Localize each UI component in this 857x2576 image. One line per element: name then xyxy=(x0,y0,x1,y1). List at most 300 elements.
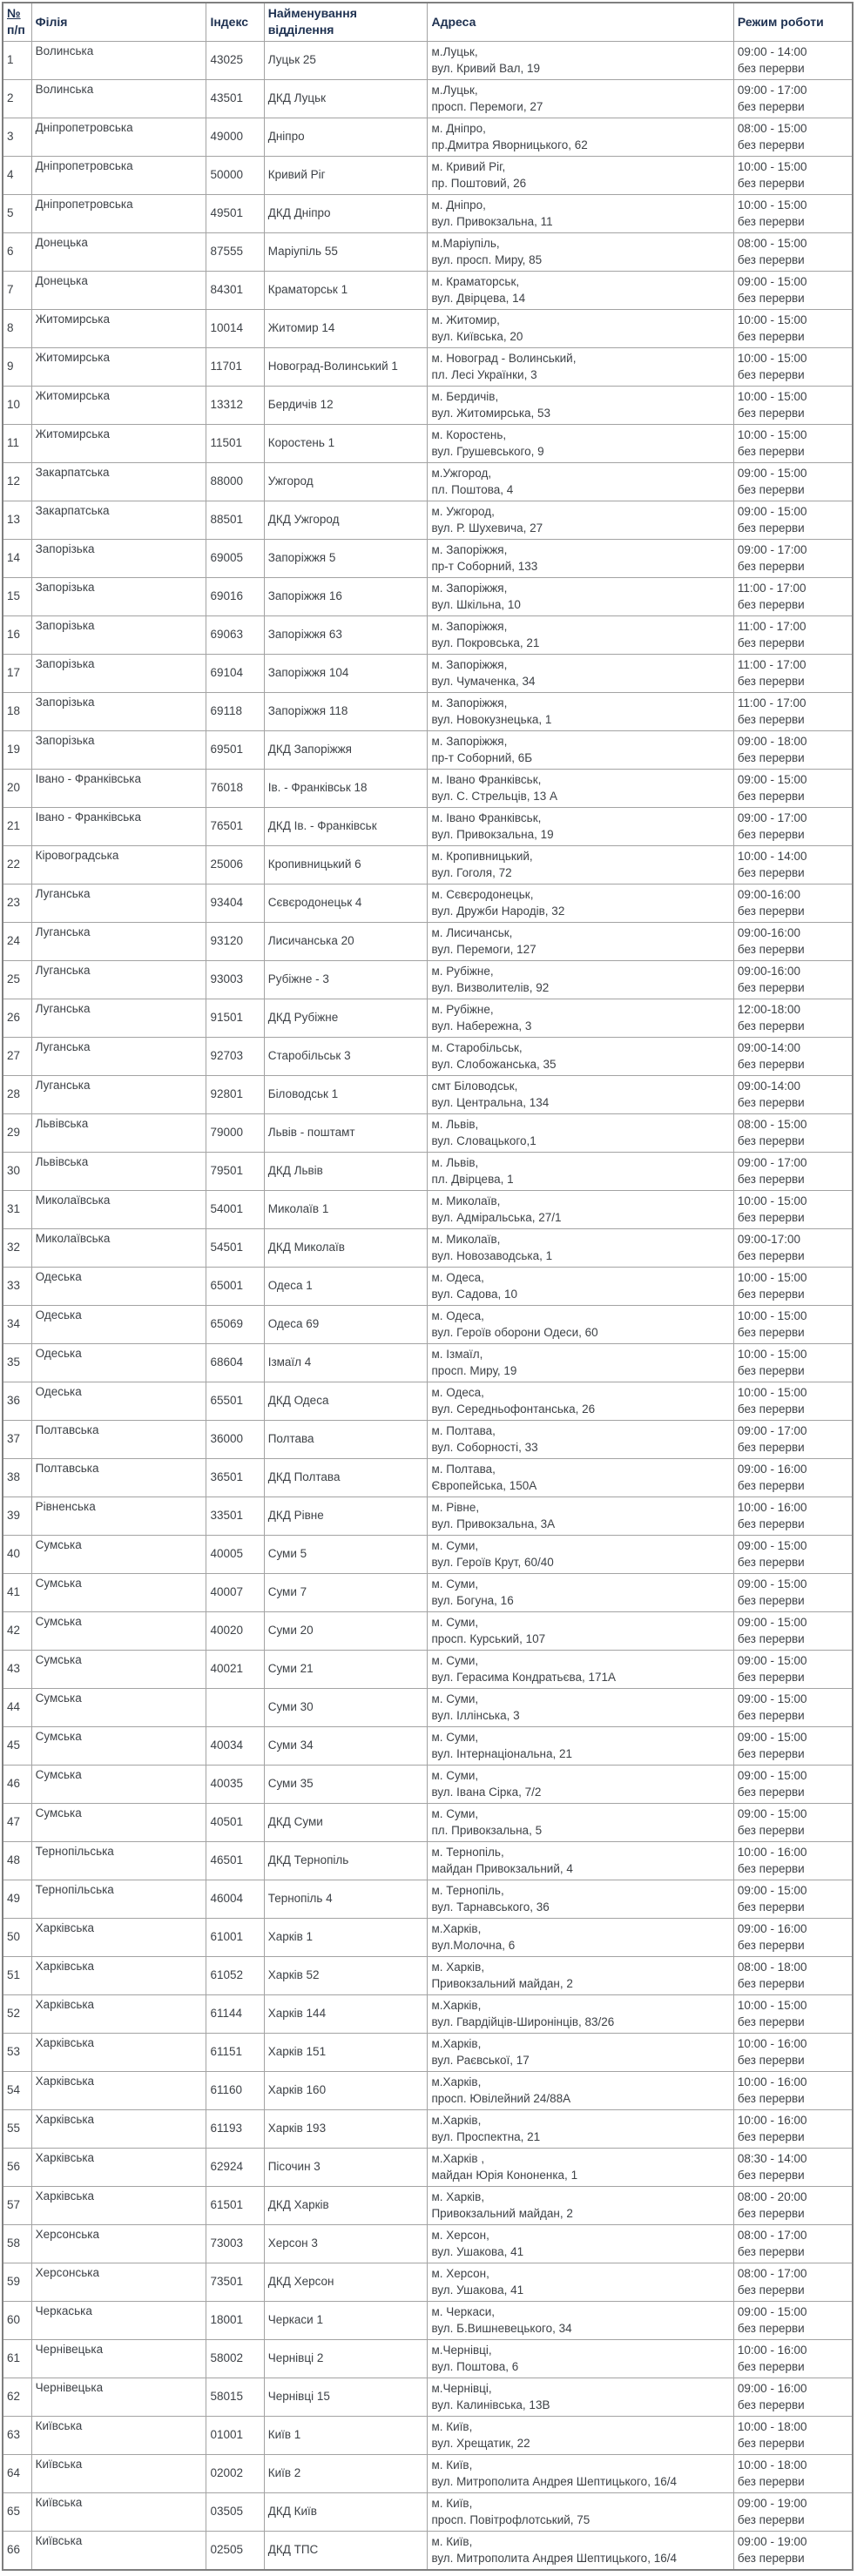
address-street-line: вул. Тарнавського, 36 xyxy=(431,1900,550,1914)
cell-branch-name: ДКД Тернопіль xyxy=(264,1842,428,1880)
hours-line: 10:00 - 15:00 xyxy=(737,313,807,326)
cell-row-number: 10 xyxy=(3,387,31,425)
address-city-line: м. Львів, xyxy=(431,1117,479,1131)
address-street-line: вул. Іллінська, 3 xyxy=(431,1709,520,1722)
hours-line: 09:00 - 17:00 xyxy=(737,810,807,824)
table-row xyxy=(3,1689,853,1727)
cell-address xyxy=(428,2263,733,2302)
address-city-line: м. Запоріжжя, xyxy=(431,619,508,633)
address-street-line: вул. Калинівська, 13В xyxy=(431,2398,550,2411)
cell-branch-name: Харків 52 xyxy=(264,1957,428,1995)
break-note-line: без перерви xyxy=(737,100,805,113)
cell-row-number: 30 xyxy=(3,1153,31,1191)
cell-postal-index: 40034 xyxy=(206,1727,264,1766)
cell-postal-index: 49501 xyxy=(206,195,264,233)
cell-branch-name: Старобільськ 3 xyxy=(264,1038,428,1076)
cell-filia: Київська xyxy=(31,2417,206,2455)
break-note-line: без перерви xyxy=(737,1173,805,1186)
cell-postal-index: 40007 xyxy=(206,1574,264,1612)
address-street-line: вул. Митрополита Андрея Шептицького, 16/4 xyxy=(431,2552,677,2565)
address-street-line: вул. Р. Шухевича, 27 xyxy=(431,521,543,535)
hours-line: 09:00-16:00 xyxy=(737,964,800,978)
break-note-line: без перерви xyxy=(737,1900,805,1914)
address-city-line: м.Харків, xyxy=(431,2036,482,2050)
address-city-line: м. Коростень, xyxy=(431,427,507,441)
cell-filia: Сумська xyxy=(31,1727,206,1766)
cell-working-hours xyxy=(733,655,853,693)
address-city-line: м. Івано Франківськ, xyxy=(431,772,542,786)
cell-filia: Одеська xyxy=(31,1382,206,1421)
cell-postal-index: 49000 xyxy=(206,118,264,157)
cell-postal-index: 73003 xyxy=(206,2225,264,2263)
cell-working-hours xyxy=(733,1191,853,1229)
cell-postal-index: 46501 xyxy=(206,1842,264,1880)
cell-filia: Сумська xyxy=(31,1612,206,1651)
cell-filia: Луганська xyxy=(31,961,206,999)
table-row xyxy=(3,80,853,118)
hours-line: 10:00 - 16:00 xyxy=(737,1500,807,1514)
address-city-line: м.Харків, xyxy=(431,2075,482,2088)
break-note-line: без перерви xyxy=(737,1288,805,1301)
cell-working-hours xyxy=(733,999,853,1038)
cell-row-number: 63 xyxy=(3,2417,31,2455)
cell-row-number: 1 xyxy=(3,42,31,80)
break-note-line: без перерви xyxy=(737,1786,805,1799)
column-header-name: Найменування відділення xyxy=(264,3,428,42)
cell-row-number: 5 xyxy=(3,195,31,233)
address-street-line: вул. Набережна, 3 xyxy=(431,1019,532,1032)
cell-branch-name: Кривий Ріг xyxy=(264,157,428,195)
cell-branch-name: Львів - поштамт xyxy=(264,1114,428,1153)
table-row xyxy=(3,1727,853,1766)
cell-branch-name: Суми 20 xyxy=(264,1612,428,1651)
cell-working-hours xyxy=(733,884,853,923)
cell-postal-index: 02002 xyxy=(206,2455,264,2493)
cell-working-hours xyxy=(733,1344,853,1382)
cell-working-hours xyxy=(733,42,853,80)
break-note-line: без перерви xyxy=(737,866,805,879)
cell-postal-index: 69063 xyxy=(206,616,264,655)
table-row xyxy=(3,2493,853,2532)
cell-postal-index: 87555 xyxy=(206,233,264,272)
cell-working-hours xyxy=(733,1536,853,1574)
cell-branch-name: Сєвєродонецьк 4 xyxy=(264,884,428,923)
table-row xyxy=(3,1612,853,1651)
break-note-line: без перерви xyxy=(737,981,805,994)
cell-working-hours xyxy=(733,2110,853,2149)
cell-working-hours xyxy=(733,1076,853,1114)
table-body xyxy=(3,42,853,2571)
table-row xyxy=(3,693,853,731)
address-city-line: м. Полтава, xyxy=(431,1423,496,1437)
hours-line: 10:00 - 16:00 xyxy=(737,1845,807,1859)
address-street-line: пл. Привокзальна, 5 xyxy=(431,1824,543,1837)
cell-postal-index: 01001 xyxy=(206,2417,264,2455)
cell-working-hours xyxy=(733,2455,853,2493)
table-row xyxy=(3,731,853,770)
cell-filia: Чернівецька xyxy=(31,2340,206,2378)
break-note-line: без перерви xyxy=(737,253,805,266)
cell-branch-name: ДКД Суми xyxy=(264,1804,428,1842)
cell-working-hours xyxy=(733,2187,853,2225)
cell-postal-index: 03505 xyxy=(206,2493,264,2532)
cell-postal-index: 40021 xyxy=(206,1651,264,1689)
table-row xyxy=(3,1880,853,1919)
table-row xyxy=(3,1804,853,1842)
cell-branch-name: Київ 2 xyxy=(264,2455,428,2493)
hours-line: 10:00 - 15:00 xyxy=(737,1385,807,1399)
address-street-line: вул. Дружби Народів, 32 xyxy=(431,905,565,918)
cell-filia: Луганська xyxy=(31,884,206,923)
break-note-line: без перерви xyxy=(737,1671,805,1684)
cell-filia: Херсонська xyxy=(31,2263,206,2302)
table-row xyxy=(3,1268,853,1306)
cell-postal-index: 69104 xyxy=(206,655,264,693)
address-street-line: просп. Миру, 19 xyxy=(431,1364,517,1377)
break-note-line: без перерви xyxy=(737,2054,805,2067)
cell-address xyxy=(428,2302,733,2340)
break-note-line: без перерви xyxy=(737,2092,805,2105)
cell-row-number: 6 xyxy=(3,233,31,272)
cell-address xyxy=(428,1574,733,1612)
hours-line: 09:00 - 15:00 xyxy=(737,772,807,786)
hours-line: 09:00 - 15:00 xyxy=(737,2304,807,2318)
cell-row-number: 38 xyxy=(3,1459,31,1497)
break-note-line: без перерви xyxy=(737,1096,805,1109)
address-city-line: м. Ізмаїл, xyxy=(431,1347,483,1361)
table-row xyxy=(3,1957,853,1995)
cell-filia: Житомирська xyxy=(31,348,206,387)
cell-address xyxy=(428,157,733,195)
cell-filia: Львівська xyxy=(31,1153,206,1191)
cell-filia: Дніпропетровська xyxy=(31,157,206,195)
cell-row-number: 13 xyxy=(3,501,31,540)
num-sort-link[interactable]: № xyxy=(7,6,21,21)
break-note-line: без перерви xyxy=(737,2015,805,2028)
column-header-index: Індекс xyxy=(206,3,264,42)
cell-branch-name: ДКД Полтава xyxy=(264,1459,428,1497)
cell-filia: Харківська xyxy=(31,1957,206,1995)
cell-address xyxy=(428,1076,733,1114)
cell-working-hours xyxy=(733,463,853,501)
cell-working-hours xyxy=(733,1804,853,1842)
cell-address xyxy=(428,1957,733,1995)
cell-filia: Чернівецька xyxy=(31,2378,206,2417)
hours-line: 08:30 - 14:00 xyxy=(737,2151,807,2165)
cell-working-hours xyxy=(733,1114,853,1153)
cell-address xyxy=(428,540,733,578)
cell-working-hours xyxy=(733,1421,853,1459)
cell-postal-index: 61193 xyxy=(206,2110,264,2149)
table-row xyxy=(3,1574,853,1612)
hours-line: 10:00 - 16:00 xyxy=(737,2075,807,2088)
cell-address xyxy=(428,1880,733,1919)
table-row xyxy=(3,1919,853,1957)
cell-address xyxy=(428,2532,733,2571)
table-row xyxy=(3,884,853,923)
cell-filia: Харківська xyxy=(31,1995,206,2034)
cell-address xyxy=(428,1344,733,1382)
cell-branch-name: Рубіжне - 3 xyxy=(264,961,428,999)
cell-row-number: 34 xyxy=(3,1306,31,1344)
break-note-line: без перерви xyxy=(737,1556,805,1569)
cell-working-hours xyxy=(733,1995,853,2034)
break-note-line: без перерви xyxy=(737,1479,805,1492)
cell-working-hours xyxy=(733,233,853,272)
table-row xyxy=(3,348,853,387)
address-city-line: м.Харків, xyxy=(431,1921,482,1935)
cell-postal-index: 61144 xyxy=(206,1995,264,2034)
table-row xyxy=(3,463,853,501)
hours-line: 09:00 - 15:00 xyxy=(737,1615,807,1629)
cell-address xyxy=(428,501,733,540)
table-row xyxy=(3,2455,853,2493)
cell-postal-index: 54501 xyxy=(206,1229,264,1268)
address-city-line: м. Суми, xyxy=(431,1577,479,1591)
cell-filia: Волинська xyxy=(31,80,206,118)
address-street-line: вул. Б.Вишневецького, 34 xyxy=(431,2322,572,2335)
cell-address xyxy=(428,1727,733,1766)
hours-line: 09:00 - 16:00 xyxy=(737,2381,807,2395)
table-row xyxy=(3,1995,853,2034)
cell-row-number: 21 xyxy=(3,808,31,846)
cell-branch-name: Суми 7 xyxy=(264,1574,428,1612)
cell-branch-name: ДКД Запоріжжя xyxy=(264,731,428,770)
cell-address xyxy=(428,2378,733,2417)
hours-line: 09:00 - 19:00 xyxy=(737,2496,807,2510)
cell-address xyxy=(428,1995,733,2034)
cell-filia: Харківська xyxy=(31,2187,206,2225)
cell-row-number: 29 xyxy=(3,1114,31,1153)
table-row xyxy=(3,1842,853,1880)
table-row xyxy=(3,540,853,578)
cell-row-number: 19 xyxy=(3,731,31,770)
address-city-line: м. Запоріжжя, xyxy=(431,734,508,748)
cell-row-number: 12 xyxy=(3,463,31,501)
table-row xyxy=(3,655,853,693)
cell-address xyxy=(428,1689,733,1727)
cell-postal-index: 36000 xyxy=(206,1421,264,1459)
address-street-line: Привокзальний майдан, 2 xyxy=(431,1977,573,1990)
table-row xyxy=(3,1382,853,1421)
cell-postal-index: 69118 xyxy=(206,693,264,731)
address-street-line: вул. Садова, 10 xyxy=(431,1288,518,1301)
hours-line: 09:00 - 17:00 xyxy=(737,83,807,97)
cell-filia: Донецька xyxy=(31,233,206,272)
cell-address xyxy=(428,2110,733,2149)
break-note-line: без перерви xyxy=(737,598,805,611)
cell-branch-name: Тернопіль 4 xyxy=(264,1880,428,1919)
break-note-line: без перерви xyxy=(737,1249,805,1262)
cell-row-number: 7 xyxy=(3,272,31,310)
cell-address xyxy=(428,1919,733,1957)
cell-row-number: 27 xyxy=(3,1038,31,1076)
table-row xyxy=(3,1114,853,1153)
break-note-line: без перерви xyxy=(737,675,805,688)
cell-row-number: 2 xyxy=(3,80,31,118)
address-city-line: м.Харків , xyxy=(431,2151,485,2165)
hours-line: 09:00-16:00 xyxy=(737,925,800,939)
break-note-line: без перерви xyxy=(737,1939,805,1952)
address-city-line: м.Чернівці, xyxy=(431,2343,492,2357)
cell-address xyxy=(428,1766,733,1804)
table-row xyxy=(3,1459,853,1497)
cell-branch-name: Краматорськ 1 xyxy=(264,272,428,310)
address-street-line: вул. Чумаченка, 34 xyxy=(431,675,536,688)
cell-postal-index: 73501 xyxy=(206,2263,264,2302)
cell-postal-index: 25006 xyxy=(206,846,264,884)
cell-filia: Сумська xyxy=(31,1689,206,1727)
hours-line: 09:00 - 15:00 xyxy=(737,274,807,288)
cell-branch-name: Суми 5 xyxy=(264,1536,428,1574)
cell-address xyxy=(428,233,733,272)
address-street-line: вул. Соборності, 33 xyxy=(431,1441,538,1454)
cell-row-number: 31 xyxy=(3,1191,31,1229)
cell-working-hours xyxy=(733,1574,853,1612)
cell-address xyxy=(428,578,733,616)
cell-postal-index: 18001 xyxy=(206,2302,264,2340)
table-row xyxy=(3,1229,853,1268)
cell-postal-index: 69016 xyxy=(206,578,264,616)
cell-working-hours xyxy=(733,1038,853,1076)
cell-address xyxy=(428,425,733,463)
cell-branch-name: Одеса 69 xyxy=(264,1306,428,1344)
table-row xyxy=(3,616,853,655)
cell-filia: Київська xyxy=(31,2455,206,2493)
hours-line: 09:00 - 15:00 xyxy=(737,1768,807,1782)
address-city-line: м. Одеса, xyxy=(431,1385,484,1399)
cell-filia: Запорізька xyxy=(31,540,206,578)
break-note-line: без перерви xyxy=(737,1632,805,1645)
cell-filia: Херсонська xyxy=(31,2225,206,2263)
cell-working-hours xyxy=(733,2072,853,2110)
cell-address xyxy=(428,272,733,310)
address-street-line: вул. просп. Миру, 85 xyxy=(431,253,543,266)
cell-row-number: 49 xyxy=(3,1880,31,1919)
cell-address xyxy=(428,1421,733,1459)
cell-row-number: 57 xyxy=(3,2187,31,2225)
cell-working-hours xyxy=(733,425,853,463)
cell-postal-index: 69501 xyxy=(206,731,264,770)
cell-postal-index: 50000 xyxy=(206,157,264,195)
cell-working-hours xyxy=(733,616,853,655)
table-row xyxy=(3,1766,853,1804)
column-header-address: Адреса xyxy=(428,3,733,42)
table-row xyxy=(3,387,853,425)
cell-postal-index: 36501 xyxy=(206,1459,264,1497)
cell-branch-name: Ів. - Франківськ 18 xyxy=(264,770,428,808)
cell-postal-index: 93404 xyxy=(206,884,264,923)
cell-filia: Одеська xyxy=(31,1268,206,1306)
cell-working-hours xyxy=(733,80,853,118)
table-row xyxy=(3,233,853,272)
table-row xyxy=(3,1344,853,1382)
address-city-line: м. Херсон, xyxy=(431,2266,489,2280)
cell-branch-name: Київ 1 xyxy=(264,2417,428,2455)
cell-working-hours xyxy=(733,501,853,540)
cell-row-number: 56 xyxy=(3,2149,31,2187)
hours-line: 08:00 - 20:00 xyxy=(737,2189,807,2203)
cell-branch-name: Харків 160 xyxy=(264,2072,428,2110)
table-row xyxy=(3,425,853,463)
cell-address xyxy=(428,42,733,80)
table-row xyxy=(3,195,853,233)
hours-line: 10:00 - 16:00 xyxy=(737,2343,807,2357)
cell-working-hours xyxy=(733,2263,853,2302)
cell-row-number: 25 xyxy=(3,961,31,999)
cell-working-hours xyxy=(733,157,853,195)
cell-working-hours xyxy=(733,961,853,999)
address-street-line: пл. Лесі Українки, 3 xyxy=(431,368,537,381)
hours-line: 10:00 - 15:00 xyxy=(737,351,807,365)
cell-filia: Львівська xyxy=(31,1114,206,1153)
break-note-line: без перерви xyxy=(737,2437,805,2450)
cell-row-number: 39 xyxy=(3,1497,31,1536)
break-note-line: без перерви xyxy=(737,1594,805,1607)
address-city-line: м. Миколаїв, xyxy=(431,1232,501,1246)
cell-filia: Миколаївська xyxy=(31,1229,206,1268)
cell-branch-name: ДКД Ів. - Франківськ xyxy=(264,808,428,846)
address-city-line: м. Суми, xyxy=(431,1615,479,1629)
cell-branch-name: ДКД Дніпро xyxy=(264,195,428,233)
break-note-line: без перерви xyxy=(737,1824,805,1837)
table-row xyxy=(3,1076,853,1114)
cell-filia: Закарпатська xyxy=(31,501,206,540)
address-city-line: м. Тернопіль, xyxy=(431,1883,504,1897)
cell-address xyxy=(428,2455,733,2493)
cell-address xyxy=(428,808,733,846)
cell-branch-name: Миколаїв 1 xyxy=(264,1191,428,1229)
cell-working-hours xyxy=(733,1229,853,1268)
hours-line: 09:00-14:00 xyxy=(737,1040,800,1054)
cell-working-hours xyxy=(733,1153,853,1191)
cell-row-number: 18 xyxy=(3,693,31,731)
cell-working-hours xyxy=(733,1880,853,1919)
address-street-line: вул. Адміральська, 27/1 xyxy=(431,1211,562,1224)
cell-row-number: 60 xyxy=(3,2302,31,2340)
cell-row-number: 23 xyxy=(3,884,31,923)
address-city-line: м. Запоріжжя, xyxy=(431,657,508,671)
cell-filia: Київська xyxy=(31,2493,206,2532)
post-office-branches-table xyxy=(2,2,854,2571)
cell-row-number: 15 xyxy=(3,578,31,616)
cell-postal-index: 11501 xyxy=(206,425,264,463)
break-note-line: без перерви xyxy=(737,1747,805,1760)
address-street-line: вул. Шкільна, 10 xyxy=(431,598,521,611)
address-city-line: м. Житомир, xyxy=(431,313,500,326)
cell-row-number: 8 xyxy=(3,310,31,348)
cell-address xyxy=(428,2225,733,2263)
cell-branch-name: ДКД ТПС xyxy=(264,2532,428,2571)
cell-row-number: 47 xyxy=(3,1804,31,1842)
cell-working-hours xyxy=(733,770,853,808)
address-street-line: вул. Перемоги, 127 xyxy=(431,943,536,956)
break-note-line: без перерви xyxy=(737,636,805,649)
cell-postal-index: 43025 xyxy=(206,42,264,80)
cell-row-number: 17 xyxy=(3,655,31,693)
break-note-line: без перерви xyxy=(737,828,805,841)
cell-filia: Запорізька xyxy=(31,693,206,731)
hours-line: 10:00 - 15:00 xyxy=(737,389,807,403)
cell-postal-index: 79000 xyxy=(206,1114,264,1153)
hours-line: 09:00 - 15:00 xyxy=(737,1692,807,1705)
hours-line: 11:00 - 17:00 xyxy=(737,619,806,633)
hours-line: 09:00 - 15:00 xyxy=(737,504,807,518)
cell-working-hours xyxy=(733,1497,853,1536)
cell-postal-index: 92801 xyxy=(206,1076,264,1114)
address-city-line: м. Одеса, xyxy=(431,1270,484,1284)
cell-row-number: 50 xyxy=(3,1919,31,1957)
